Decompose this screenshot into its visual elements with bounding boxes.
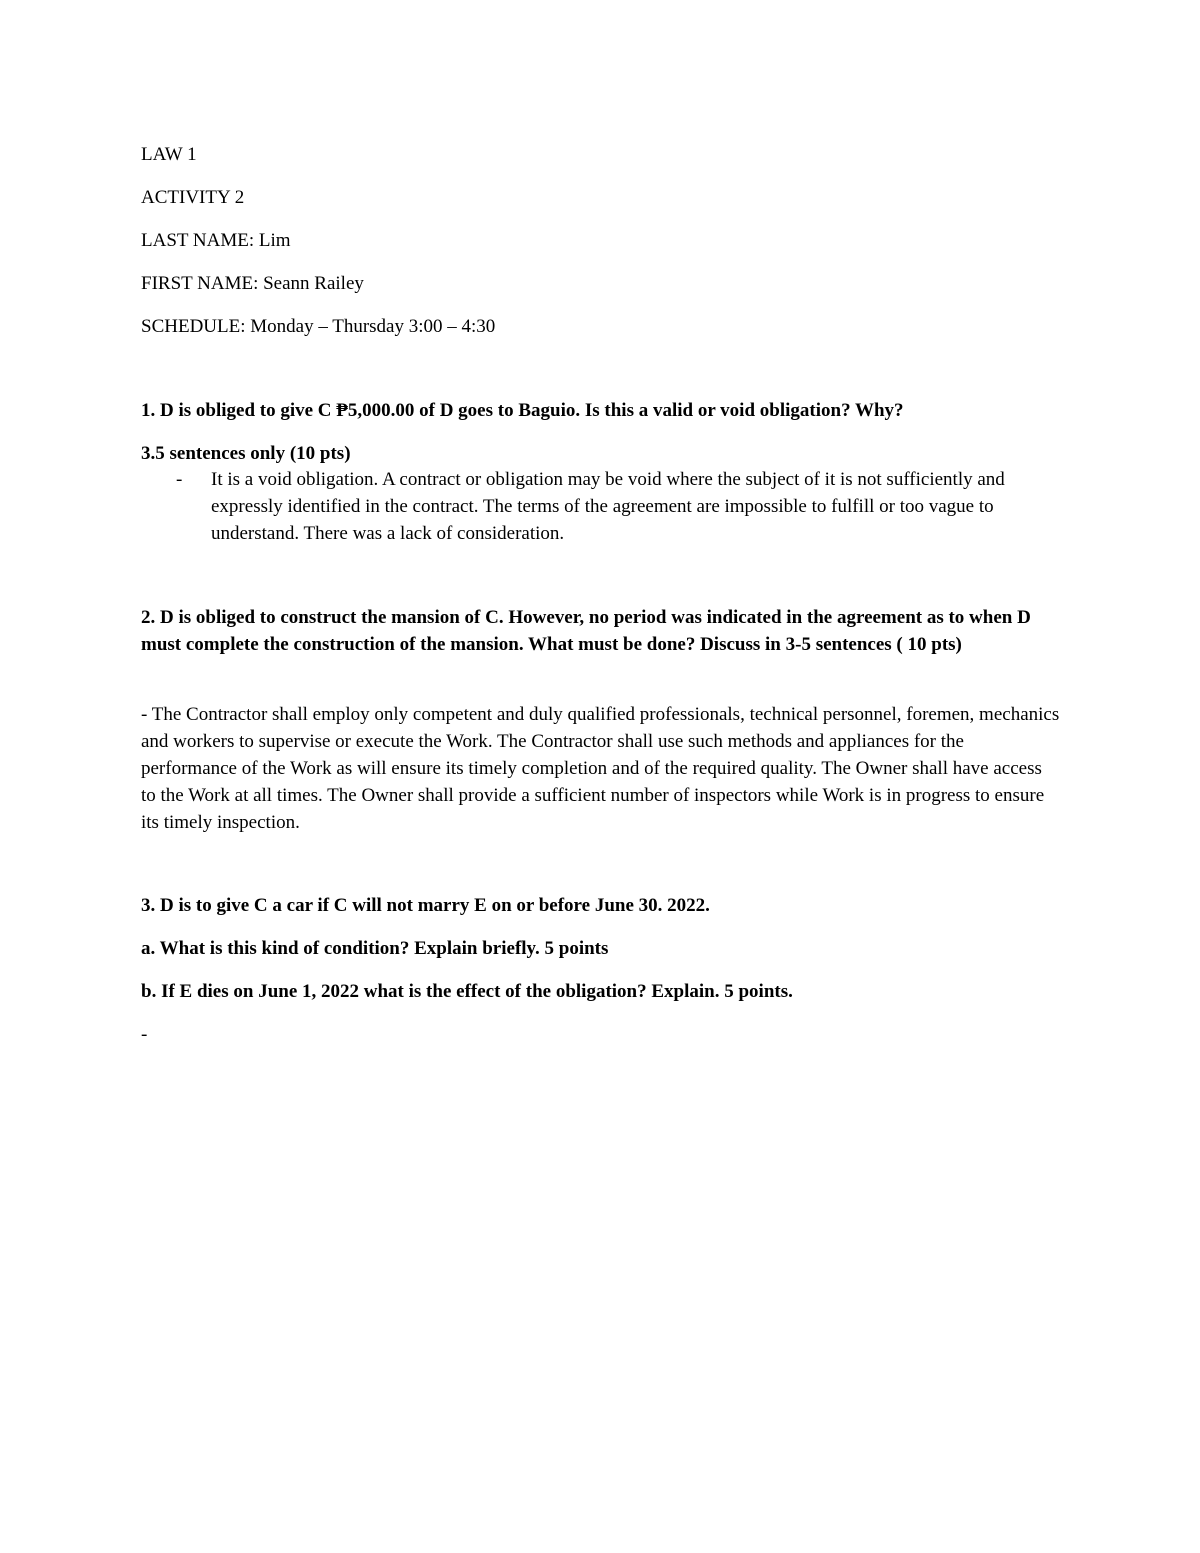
question-3: 3. D is to give C a car if C will not marry E on or before June 30. 2022. bbox=[141, 895, 710, 916]
question-2: 2. D is obliged to construct the mansion of C. However, no period was indicated in the agreement as to when D must complete the construction of the mansion. What must be done? Discuss in 3-5 sentences ( 10 pts) bbox=[141, 607, 1031, 655]
question-1: 1. D is obliged to give C ₱5,000.00 of D goes to Baguio. Is this a valid or void obligation? Why? bbox=[141, 400, 904, 421]
schedule: SCHEDULE: Monday – Thursday 3:00 – 4:30 bbox=[141, 316, 496, 337]
answer-1-bullet: - bbox=[176, 469, 183, 490]
answer-3: - bbox=[141, 1024, 148, 1045]
first-name: FIRST NAME: Seann Railey bbox=[141, 273, 364, 294]
course-title: LAW 1 bbox=[141, 144, 197, 165]
answer-1: It is a void obligation. A contract or obligation may be void where the subject of it is not sufficiently and expressly identified in the contract. The terms of the agreement are impossible to fulfill or too vague to understand. There was a lack of consideration. bbox=[211, 469, 1005, 544]
answer-2: - The Contractor shall employ only competent and duly qualified professionals, technical personnel, foremen, mechanics and workers to supervise or execute the Work. The Contractor shall use such methods and appliances for the performance of the Work as will ensure its timely completion and of the required quality. The Owner shall have access to the Work at all times. The Owner shall provide a sufficient number of inspectors while Work is in progress to ensure its timely inspection. bbox=[141, 704, 1060, 833]
question-3-part-b: b. If E dies on June 1, 2022 what is the effect of the obligation? Explain. 5 points. bbox=[141, 981, 793, 1002]
activity-title: ACTIVITY 2 bbox=[141, 187, 245, 208]
question-1-instruction: 3.5 sentences only (10 pts) bbox=[141, 443, 351, 464]
last-name: LAST NAME: Lim bbox=[141, 230, 291, 251]
question-3-part-a: a. What is this kind of condition? Explain briefly. 5 points bbox=[141, 938, 609, 959]
